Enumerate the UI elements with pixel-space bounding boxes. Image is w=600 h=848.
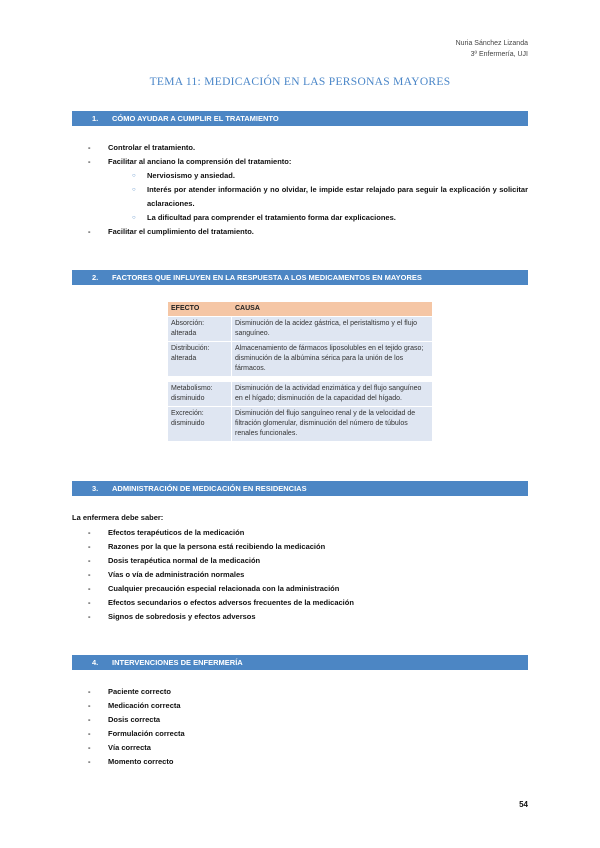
sub-list-item: ○ La dificultad para comprender el tratamiento forma dar explicaciones.: [132, 211, 528, 225]
list-item: - Dosis terapéutica normal de la medicación: [88, 554, 528, 568]
table-row: [168, 341, 432, 376]
section-2-number: 2.: [92, 273, 99, 282]
list-item: - Dosis correcta: [88, 713, 528, 727]
list-item: - Facilitar el cumplimiento del tratamiento.: [88, 225, 528, 239]
list-item: - Controlar el tratamiento.: [88, 141, 528, 155]
table-header-cell: EFECTO: [171, 305, 200, 312]
list-item: - Momento correcto: [88, 755, 528, 769]
list-item: - Vías o vía de administración normales: [88, 568, 528, 582]
sub-list-item: ○ Interés por atender información y no olvidar, le impide estar relajado para seguir la explicación y solicitar aclaraciones.: [132, 183, 528, 211]
section-4-list: [88, 685, 528, 769]
section-3-list: [88, 526, 528, 624]
page-header: [456, 38, 528, 60]
list-item: - Razones por la que la persona está recibiendo la medicación: [88, 540, 528, 554]
table-header-cell: CAUSA: [235, 305, 260, 312]
list-item: - Vía correcta: [88, 741, 528, 755]
section-3-intro: La enfermera debe saber:: [72, 513, 164, 522]
header-author: Nuria Sánchez Lizanda: [455, 40, 528, 47]
table-cell: Almacenamiento de fármacos liposolubles en el tejido graso; disminución de la albúmina sérica para la unión de los fármacos.: [235, 345, 424, 372]
list-item: - Efectos secundarios o efectos adversos frecuentes de la medicación: [88, 596, 528, 610]
list-item: - Paciente correcto: [88, 685, 528, 699]
section-3-heading: [72, 481, 528, 496]
section-1-heading: [72, 111, 528, 126]
section-2-title: FACTORES QUE INFLUYEN EN LA RESPUESTA A LOS MEDICAMENTOS EN MAYORES: [112, 273, 422, 282]
table-row: [168, 316, 432, 341]
section-1-sublist: [108, 169, 528, 225]
list-item: - Efectos terapéuticos de la medicación: [88, 526, 528, 540]
list-item: - Signos de sobredosis y efectos adversos: [88, 610, 528, 624]
list-item: - Facilitar al anciano la comprensión del tratamiento: ○ Nerviosismo y ansiedad. ○ Interés por atender información y no olvidar, le impide estar relajado para seguir la explicación y solicitar aclaraciones. ○ La dificultad para comprender el tratamiento forma dar explicaciones.: [88, 155, 528, 225]
effects-table: [168, 302, 432, 441]
list-item: - Formulación correcta: [88, 727, 528, 741]
sub-list-item: ○ Nerviosismo y ansiedad.: [132, 169, 528, 183]
table-cell: Metabolismo: disminuido: [168, 382, 232, 406]
section-1-number: 1.: [92, 114, 99, 123]
table-row: [168, 381, 432, 406]
list-item: - Cualquier precaución especial relacionada con la administración: [88, 582, 528, 596]
section-1-list: [88, 141, 528, 239]
header-course: 3º Enfermería, UJI: [470, 51, 528, 58]
section-3-number: 3.: [92, 484, 99, 493]
table-cell: Distribución: alterada: [168, 342, 232, 376]
section-4-number: 4.: [92, 658, 99, 667]
table-row: [168, 406, 432, 441]
table-cell: Disminución de la actividad enzimática y del flujo sanguíneo en el hígado; disminución de la capacidad del hígado.: [235, 385, 422, 402]
table-cell: Absorción: alterada: [168, 317, 232, 341]
table-cell: Disminución del flujo sanguíneo renal y de la velocidad de filtración glomerular, disminución del número de túbulos renales funcionales.: [235, 410, 416, 437]
table-cell: Disminución de la acidez gástrica, el peristaltismo y el flujo sanguíneo.: [235, 320, 418, 337]
page-number: 54: [519, 800, 528, 809]
document-title: TEMA 11: MEDICACIÓN EN LAS PERSONAS MAYORES: [149, 76, 451, 88]
list-item: - Medicación correcta: [88, 699, 528, 713]
section-4-heading: [72, 655, 528, 670]
section-3-title: ADMINISTRACIÓN DE MEDICACIÓN EN RESIDENCIAS: [112, 484, 307, 493]
table-header-row: [168, 302, 432, 316]
section-2-heading: [72, 270, 528, 285]
table-cell: Excreción: disminuido: [168, 407, 232, 441]
section-4-title: INTERVENCIONES DE ENFERMERÍA: [112, 658, 243, 667]
section-1-title: CÓMO AYUDAR A CUMPLIR EL TRATAMIENTO: [112, 114, 279, 123]
